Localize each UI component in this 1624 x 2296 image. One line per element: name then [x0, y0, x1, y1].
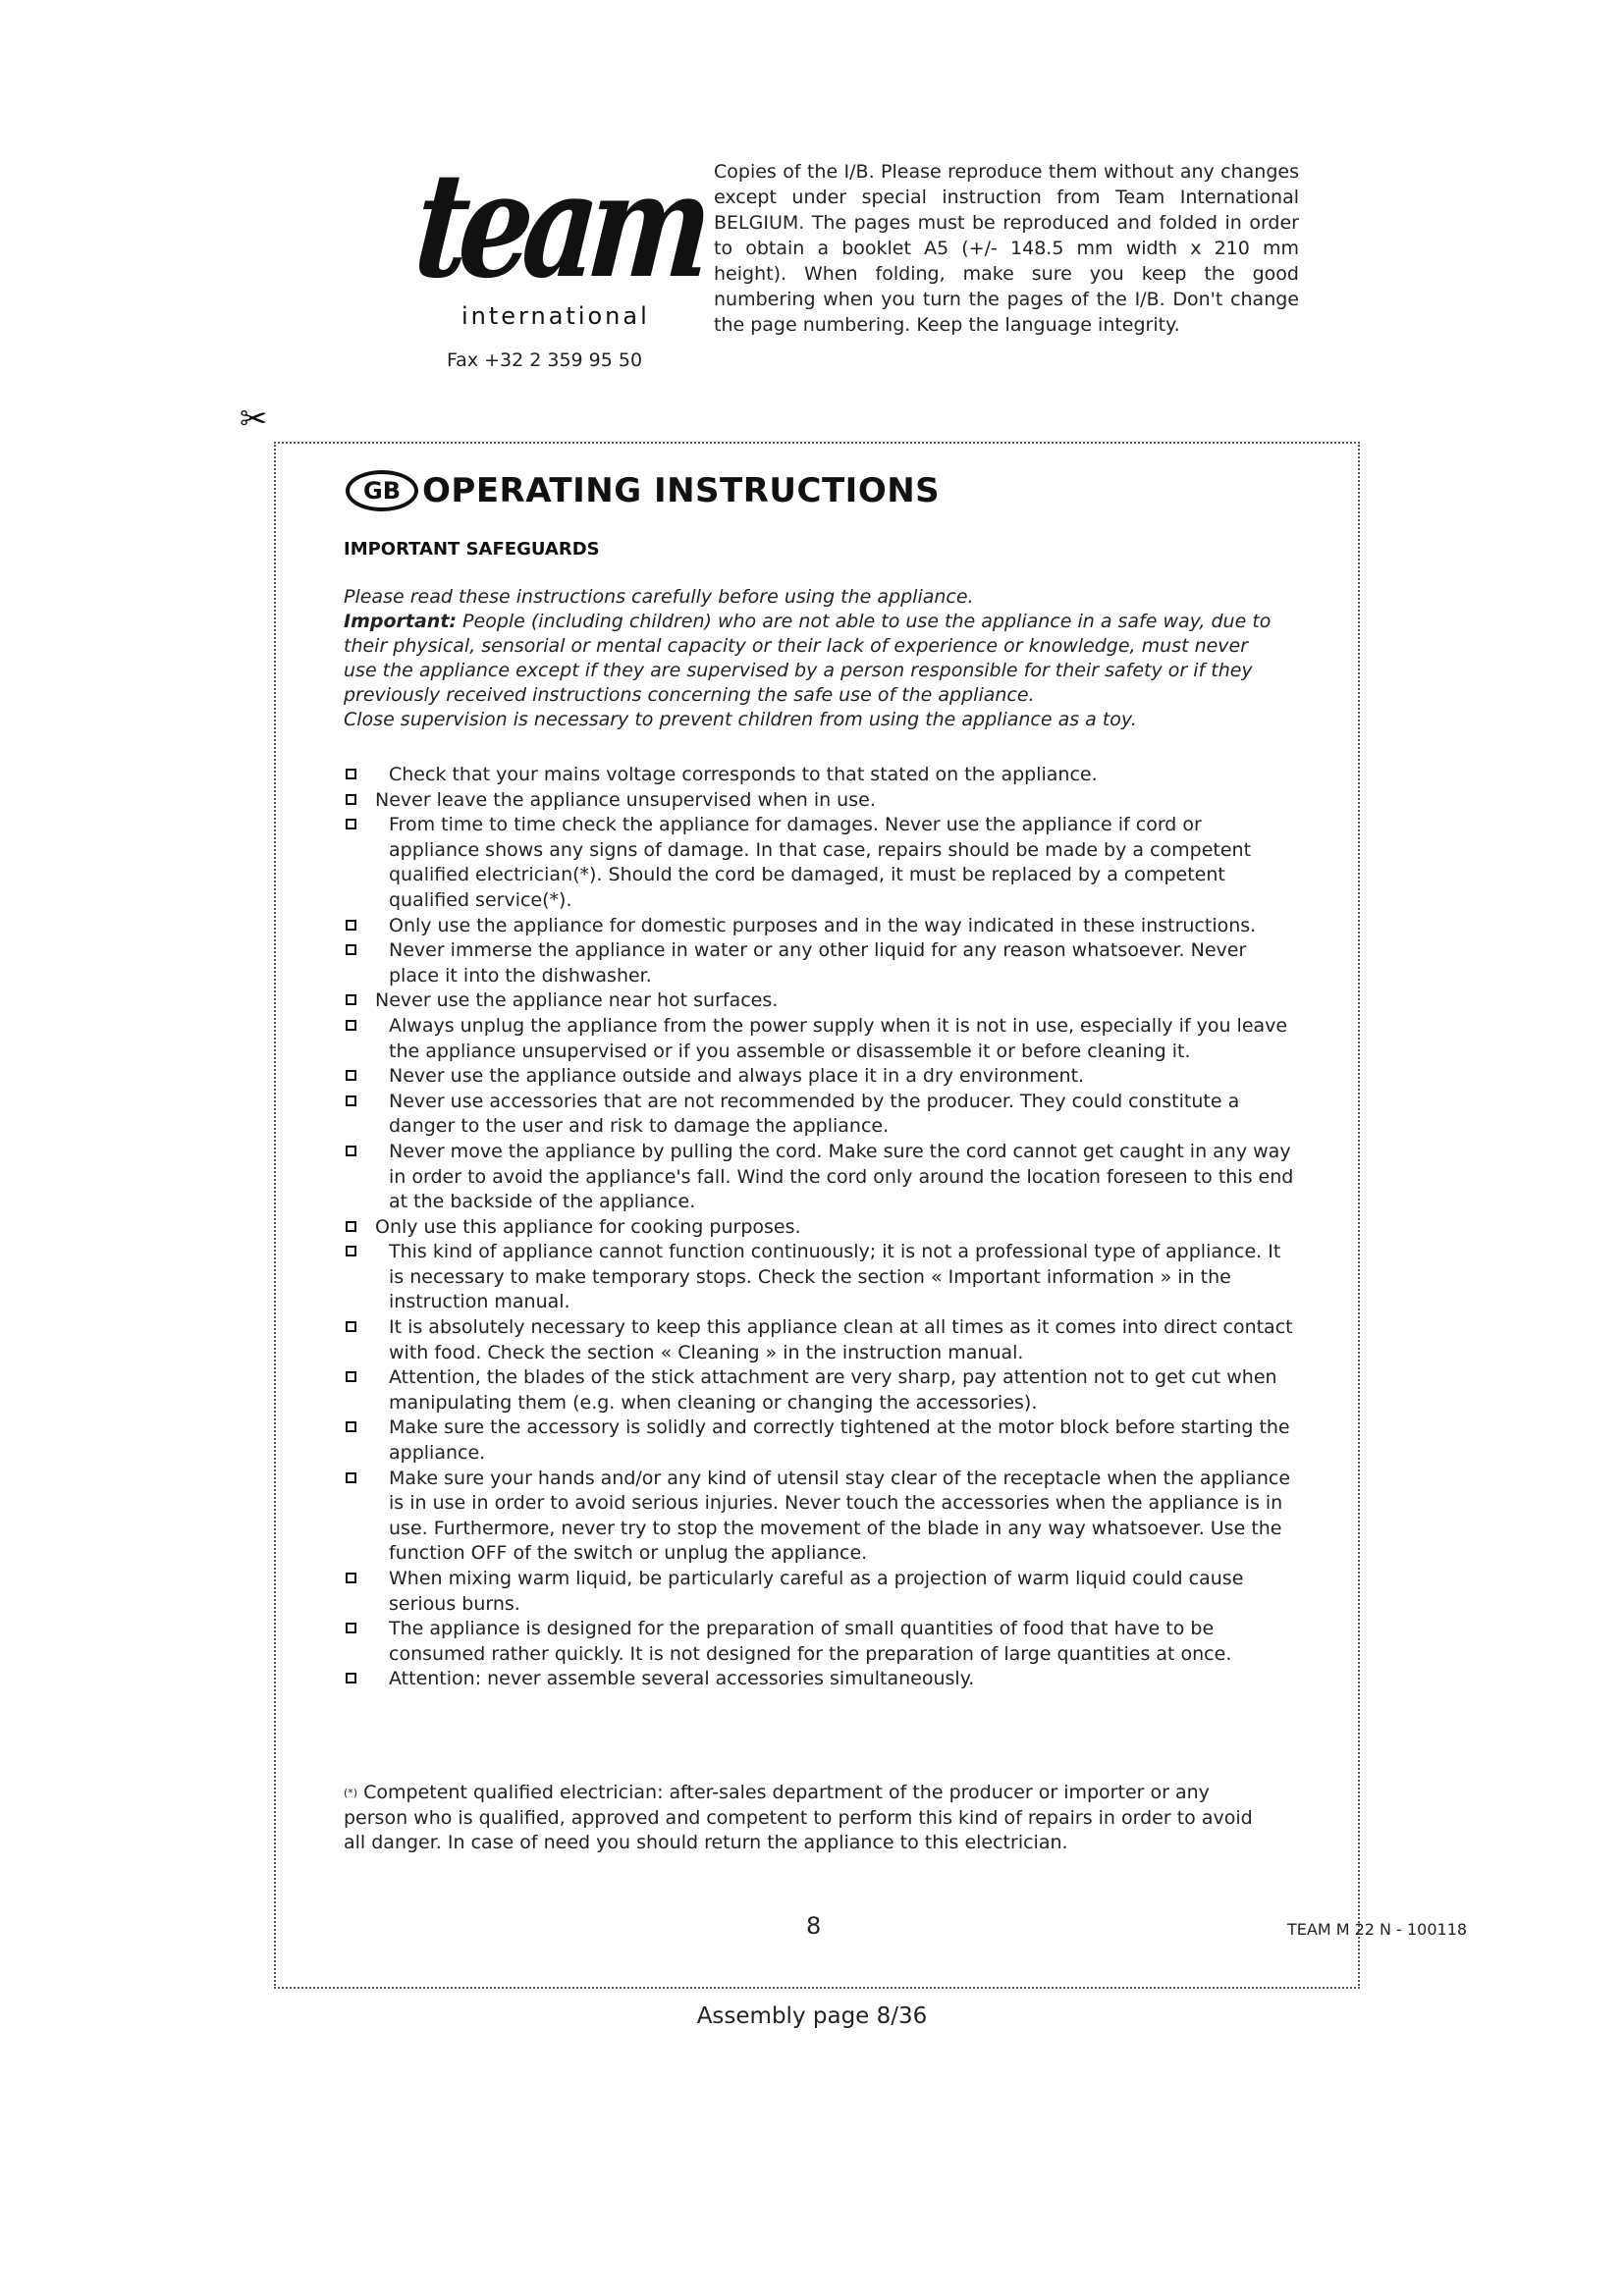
safeguards-heading: IMPORTANT SAFEGUARDS — [344, 539, 600, 560]
section-title — [346, 466, 940, 515]
checkbox-bullet-icon — [346, 1673, 356, 1683]
checkbox-bullet-icon — [346, 1070, 356, 1081]
list-item: Always unplug the appliance from the power supply when it is not in use, especially if you leave the appliance unsupervised or if you assemble or disassemble it or before cleaning it. — [344, 1014, 1296, 1064]
checkbox-bullet-icon — [346, 1573, 356, 1583]
important-paragraph — [344, 610, 1276, 708]
intro-paragraph — [344, 585, 1276, 732]
list-item: Never use the appliance near hot surfaces. — [344, 988, 1296, 1014]
checkbox-bullet-icon — [346, 794, 356, 805]
important-label: Important: — [344, 611, 458, 632]
checkbox-bullet-icon — [346, 1246, 356, 1256]
list-item: Only use the appliance for domestic purposes and in the way indicated in these instructions. — [344, 914, 1296, 939]
checkbox-bullet-icon — [346, 1146, 356, 1156]
list-item: It is absolutely necessary to keep this appliance clean at all times as it comes into direct contact with food. Check the section « Cleaning » in the instruction manual. — [344, 1315, 1296, 1365]
checkbox-bullet-icon — [346, 1472, 356, 1483]
checkbox-bullet-icon — [346, 1321, 356, 1332]
checkbox-bullet-icon — [346, 944, 356, 955]
list-item: Make sure the accessory is solidly and correctly tightened at the motor block before starting the appliance. — [344, 1415, 1296, 1466]
checkbox-bullet-icon — [346, 819, 356, 829]
assembly-page-label: Assembly page 8/36 — [696, 2003, 928, 2029]
safeguards-list — [344, 763, 1296, 1692]
list-item: Check that your mains voltage corresponds to that stated on the appliance. — [344, 763, 1296, 788]
footnote-marker: (*) — [344, 1787, 358, 1799]
fax-number: Fax +32 2 359 95 50 — [447, 349, 643, 371]
list-item: Never leave the appliance unsupervised when in use. — [344, 788, 1296, 814]
checkbox-bullet-icon — [346, 1421, 356, 1432]
list-item: Never move the appliance by pulling the cord. Make sure the cord cannot get caught in any way in order to avoid the appliance's fall. Wind the cord only around the location foreseen to this end at the backside of the appliance. — [344, 1140, 1296, 1215]
page-title: OPERATING INSTRUCTIONS — [422, 471, 941, 510]
list-item: Never use accessories that are not recommended by the producer. They could constitute a danger to the user and risk to damage the appliance. — [344, 1090, 1296, 1140]
logo-wordmark: team — [408, 139, 710, 310]
list-item: When mixing warm liquid, be particularly careful as a projection of warm liquid could cause serious burns. — [344, 1567, 1296, 1617]
list-item: From time to time check the appliance for damages. Never use the appliance if cord or appliance shows any signs of damage. In that case, repairs should be made by a competent qualified electrician(*). Should the cord be damaged, it must be replaced by a competent qualified service(*). — [344, 813, 1296, 913]
supervision-line: Close supervision is necessary to prevent children from using the appliance as a toy. — [344, 709, 1137, 730]
list-item: The appliance is designed for the preparation of small quantities of food that have to be consumed rather quickly. It is not designed for the preparation of large quantities at once. — [344, 1617, 1296, 1667]
footnote-text: Competent qualified electrician: after-sales department of the producer or importer or any person who is qualified, approved and competent to perform this kind of repairs in order to avoid all danger. In case of need you should return the appliance to this electrician. — [344, 1782, 1253, 1853]
read-instructions-line: Please read these instructions carefully before using the appliance. — [344, 586, 974, 608]
footnote — [344, 1781, 1276, 1856]
checkbox-bullet-icon — [346, 1221, 356, 1232]
checkbox-bullet-icon — [346, 1371, 356, 1382]
checkbox-bullet-icon — [346, 1623, 356, 1633]
list-item: Attention, the blades of the stick attachment are very sharp, pay attention not to get cut when manipulating them (e.g. when cleaning or changing the accessories). — [344, 1365, 1296, 1415]
language-badge: GB — [346, 470, 418, 511]
checkbox-bullet-icon — [346, 1020, 356, 1031]
checkbox-bullet-icon — [346, 920, 356, 931]
list-item: Never immerse the appliance in water or any other liquid for any reason whatsoever. Never place it into the dishwasher. — [344, 938, 1296, 988]
list-item: Attention: never assemble several accessories simultaneously. — [344, 1667, 1296, 1692]
page-number: 8 — [806, 1912, 822, 1940]
list-item: Only use this appliance for cooking purposes. — [344, 1215, 1296, 1241]
logo-subtitle: international — [461, 302, 650, 330]
checkbox-bullet-icon — [346, 769, 356, 779]
scissors-icon: ✂ — [240, 400, 268, 439]
list-item: Make sure your hands and/or any kind of utensil stay clear of the receptacle when the appliance is in use in order to avoid serious injuries. Never touch the accessories when the appliance is in use. Furthermore, never try to stop the movement of the blade in any way whatsoever. Use the function OFF of the switch or unplug the appliance. — [344, 1467, 1296, 1567]
important-text: People (including children) who are not able to use the appliance in a safe way, due to their physical, sensorial or mental capacity or their lack of experience or knowledge, must never use the appliance except if they are supervised by a person responsible for their safety or if they previously received instructions concerning the safe use of the appliance. — [344, 611, 1272, 706]
list-item: This kind of appliance cannot function continuously; it is not a professional type of appliance. It is necessary to make temporary stops. Check the section « Important information » in the instruction manual. — [344, 1240, 1296, 1315]
checkbox-bullet-icon — [346, 1095, 356, 1106]
reproduction-instructions: Copies of the I/B. Please reproduce them without any changes except under special instruction from Team International BELGIUM. The pages must be reproduced and folded in order to obtain a booklet A5 (+/- 148.5 mm width x 210 mm height). When folding, make sure you keep the good numbering when you turn the pages of the I/B. Don't change the page numbering. Keep the language integrity. — [714, 161, 1299, 336]
team-international-logo — [403, 139, 710, 334]
model-code: TEAM M 22 N - 100118 — [1287, 1920, 1468, 1939]
checkbox-bullet-icon — [346, 994, 356, 1005]
list-item: Never use the appliance outside and always place it in a dry environment. — [344, 1064, 1296, 1090]
